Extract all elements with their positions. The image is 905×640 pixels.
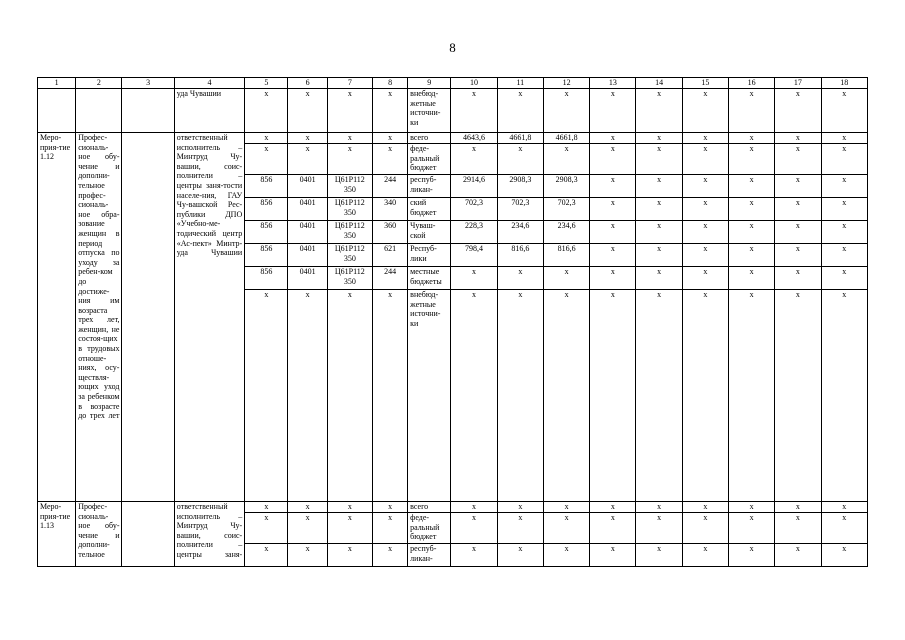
empty-cell (122, 133, 174, 502)
value-cell: х (590, 144, 636, 175)
value-cell: х (590, 133, 636, 144)
value-cell: х (636, 89, 682, 133)
code-cell: Ц61Р112 350 (327, 244, 372, 267)
value-cell: х (682, 198, 728, 221)
table-row (38, 502, 868, 513)
budget-source-cell: всего (408, 133, 451, 144)
code-cell: 856 (245, 267, 288, 290)
header-cell: 2 (76, 78, 122, 89)
code-cell: х (372, 513, 407, 544)
value-cell: х (821, 267, 867, 290)
value-cell: х (636, 198, 682, 221)
code-cell: х (245, 290, 288, 502)
value-cell: 4661,8 (543, 133, 589, 144)
code-cell: 0401 (288, 244, 327, 267)
value-cell: х (590, 221, 636, 244)
value-cell: х (682, 267, 728, 290)
table-row (38, 89, 868, 133)
code-cell: х (327, 133, 372, 144)
header-cell: 17 (775, 78, 821, 89)
value-cell: х (636, 244, 682, 267)
executor-cell: ответственный исполнитель – Минтруд Чу-вашии, соис-полнители – центры заня- (174, 502, 244, 567)
value-cell: 2908,3 (543, 175, 589, 198)
value-cell: х (729, 502, 775, 513)
value-cell: х (451, 144, 497, 175)
value-cell: 702,3 (451, 198, 497, 221)
budget-source-cell: внебюд-жетные источни-ки (408, 290, 451, 502)
value-cell: 702,3 (497, 198, 543, 221)
header-cell: 16 (729, 78, 775, 89)
value-cell: 816,6 (497, 244, 543, 267)
value-cell: х (729, 144, 775, 175)
header-cell: 5 (245, 78, 288, 89)
value-cell: х (821, 290, 867, 502)
code-cell: х (372, 144, 407, 175)
header-cell: 10 (451, 78, 497, 89)
code-cell: х (327, 290, 372, 502)
value-cell: х (821, 244, 867, 267)
header-cell: 13 (590, 78, 636, 89)
code-cell: х (327, 513, 372, 544)
code-cell: х (288, 89, 327, 133)
value-cell: х (543, 290, 589, 502)
value-cell: х (636, 175, 682, 198)
value-cell: х (636, 502, 682, 513)
value-cell: х (729, 175, 775, 198)
executor-cell: уда Чувашии (174, 89, 244, 133)
value-cell: х (590, 244, 636, 267)
value-cell: 234,6 (497, 221, 543, 244)
empty-cell (122, 502, 174, 567)
value-cell: х (682, 221, 728, 244)
code-cell: 856 (245, 198, 288, 221)
table-body (38, 78, 868, 567)
code-cell: х (288, 502, 327, 513)
header-cell: 6 (288, 78, 327, 89)
value-cell: 2914,6 (451, 175, 497, 198)
value-cell: х (775, 267, 821, 290)
code-cell: х (245, 144, 288, 175)
header-cell: 7 (327, 78, 372, 89)
budget-source-cell: феде-ральный бюджет (408, 144, 451, 175)
value-cell: х (682, 175, 728, 198)
empty-cell (76, 89, 122, 133)
value-cell: х (636, 221, 682, 244)
code-cell: х (288, 133, 327, 144)
value-cell: х (497, 290, 543, 502)
value-cell: х (636, 544, 682, 567)
code-cell: х (372, 502, 407, 513)
value-cell: х (729, 133, 775, 144)
budget-table (37, 77, 868, 567)
budget-source-cell: Респуб-лики (408, 244, 451, 267)
value-cell: х (682, 513, 728, 544)
value-cell: х (543, 513, 589, 544)
value-cell: х (451, 267, 497, 290)
value-cell: х (821, 133, 867, 144)
measure-number-cell: Меро-прия-тие 1.12 (38, 133, 76, 502)
value-cell: х (451, 290, 497, 502)
code-cell: 621 (372, 244, 407, 267)
budget-source-cell: местные бюджеты (408, 267, 451, 290)
header-row (38, 78, 868, 89)
value-cell: х (682, 133, 728, 144)
value-cell: 2908,3 (497, 175, 543, 198)
value-cell: х (775, 502, 821, 513)
value-cell: х (543, 144, 589, 175)
value-cell: х (590, 198, 636, 221)
value-cell: х (590, 513, 636, 544)
executor-cell: ответственный исполнитель – Минтруд Чу-вашии, соис-полнители – центры заня-тости населе-ния, ГАУ Чу-вашской Рес-публики ДПО «Учебно-ме-тодический центр «Ас-пект» Минтр-уда Чувашии (174, 133, 244, 502)
value-cell: х (636, 267, 682, 290)
value-cell: х (775, 244, 821, 267)
value-cell: х (682, 89, 728, 133)
value-cell: х (451, 544, 497, 567)
value-cell: 228,3 (451, 221, 497, 244)
value-cell: х (729, 221, 775, 244)
table-row (38, 133, 868, 144)
value-cell: х (682, 544, 728, 567)
header-cell: 18 (821, 78, 867, 89)
value-cell: 816,6 (543, 244, 589, 267)
value-cell: х (729, 513, 775, 544)
value-cell: х (821, 144, 867, 175)
value-cell: х (590, 175, 636, 198)
value-cell: х (729, 267, 775, 290)
header-cell: 9 (408, 78, 451, 89)
code-cell: х (245, 89, 288, 133)
value-cell: х (821, 198, 867, 221)
header-cell: 3 (122, 78, 174, 89)
code-cell: х (288, 290, 327, 502)
value-cell: х (729, 89, 775, 133)
value-cell: х (775, 175, 821, 198)
value-cell: х (636, 133, 682, 144)
budget-source-cell: внебюд-жетные источни-ки (408, 89, 451, 133)
value-cell: х (451, 502, 497, 513)
code-cell: 856 (245, 221, 288, 244)
empty-cell (122, 89, 174, 133)
value-cell: х (775, 513, 821, 544)
code-cell: 360 (372, 221, 407, 244)
value-cell: х (729, 198, 775, 221)
code-cell: 0401 (288, 175, 327, 198)
header-cell: 1 (38, 78, 76, 89)
code-cell: х (245, 544, 288, 567)
code-cell: 340 (372, 198, 407, 221)
value-cell: х (543, 544, 589, 567)
value-cell: х (497, 544, 543, 567)
value-cell: х (497, 267, 543, 290)
value-cell: х (590, 502, 636, 513)
value-cell: х (682, 244, 728, 267)
code-cell: х (288, 144, 327, 175)
code-cell: 856 (245, 175, 288, 198)
budget-source-cell: респуб-ликан- (408, 544, 451, 567)
value-cell: х (775, 290, 821, 502)
header-cell: 14 (636, 78, 682, 89)
value-cell: х (821, 221, 867, 244)
code-cell: х (372, 89, 407, 133)
code-cell: Ц61Р112 350 (327, 175, 372, 198)
code-cell: Ц61Р112 350 (327, 198, 372, 221)
code-cell: 244 (372, 175, 407, 198)
value-cell: х (590, 544, 636, 567)
value-cell: х (775, 133, 821, 144)
value-cell: х (775, 144, 821, 175)
value-cell: х (636, 144, 682, 175)
code-cell: х (245, 133, 288, 144)
empty-cell (38, 89, 76, 133)
code-cell: х (372, 290, 407, 502)
header-cell: 8 (372, 78, 407, 89)
value-cell: х (775, 198, 821, 221)
value-cell: х (821, 544, 867, 567)
budget-source-cell: феде-ральный бюджет (408, 513, 451, 544)
value-cell: 702,3 (543, 198, 589, 221)
value-cell: х (821, 175, 867, 198)
value-cell: х (497, 89, 543, 133)
code-cell: х (372, 544, 407, 567)
page-number: 8 (449, 40, 456, 55)
value-cell: х (682, 144, 728, 175)
value-cell: х (543, 502, 589, 513)
value-cell: х (775, 221, 821, 244)
header-cell: 15 (682, 78, 728, 89)
value-cell: 798,4 (451, 244, 497, 267)
value-cell: 234,6 (543, 221, 589, 244)
value-cell: х (821, 513, 867, 544)
value-cell: х (729, 244, 775, 267)
value-cell: х (543, 267, 589, 290)
code-cell: 0401 (288, 267, 327, 290)
measure-number-cell: Меро-прия-тие 1.13 (38, 502, 76, 567)
value-cell: х (636, 290, 682, 502)
budget-source-cell: всего (408, 502, 451, 513)
budget-source-cell: Чуваш-ской (408, 221, 451, 244)
code-cell: 856 (245, 244, 288, 267)
value-cell: х (729, 544, 775, 567)
value-cell: х (682, 502, 728, 513)
value-cell: х (775, 89, 821, 133)
value-cell: х (775, 544, 821, 567)
header-cell: 12 (543, 78, 589, 89)
value-cell: х (729, 290, 775, 502)
code-cell: х (288, 513, 327, 544)
measure-name-cell: Профес-сиональ-ное обу-чение и дополни-тельное профес-сиональ-ное обра-зование женщин в период отпуска по уходу за ребен-ком до достиже-ния им возраста трех лет, женщин, не состоя-щих в трудовых отноше-ниях, осу-ществля-ющих уход за ребенком в возрасте до трех лет (76, 133, 122, 502)
code-cell: х (327, 502, 372, 513)
code-cell: х (372, 133, 407, 144)
measure-name-cell: Профес-сиональ-ное обу-чение и дополни-тельное (76, 502, 122, 567)
value-cell: 4661,8 (497, 133, 543, 144)
value-cell: х (543, 89, 589, 133)
header-cell: 4 (174, 78, 244, 89)
value-cell: х (590, 290, 636, 502)
code-cell: Ц61Р112 350 (327, 267, 372, 290)
code-cell: х (327, 144, 372, 175)
budget-source-cell: ский бюджет (408, 198, 451, 221)
value-cell: х (590, 267, 636, 290)
code-cell: х (245, 513, 288, 544)
value-cell: х (636, 513, 682, 544)
value-cell: х (497, 502, 543, 513)
value-cell: х (821, 502, 867, 513)
budget-source-cell: респуб-ликан- (408, 175, 451, 198)
value-cell: х (497, 144, 543, 175)
value-cell: х (451, 89, 497, 133)
value-cell: х (590, 89, 636, 133)
code-cell: 244 (372, 267, 407, 290)
value-cell: х (821, 89, 867, 133)
code-cell: х (288, 544, 327, 567)
code-cell: х (327, 89, 372, 133)
code-cell: 0401 (288, 221, 327, 244)
value-cell: х (451, 513, 497, 544)
code-cell: х (245, 502, 288, 513)
header-cell: 11 (497, 78, 543, 89)
value-cell: х (682, 290, 728, 502)
value-cell: х (497, 513, 543, 544)
code-cell: 0401 (288, 198, 327, 221)
code-cell: х (327, 544, 372, 567)
value-cell: 4643,6 (451, 133, 497, 144)
code-cell: Ц61Р112 350 (327, 221, 372, 244)
